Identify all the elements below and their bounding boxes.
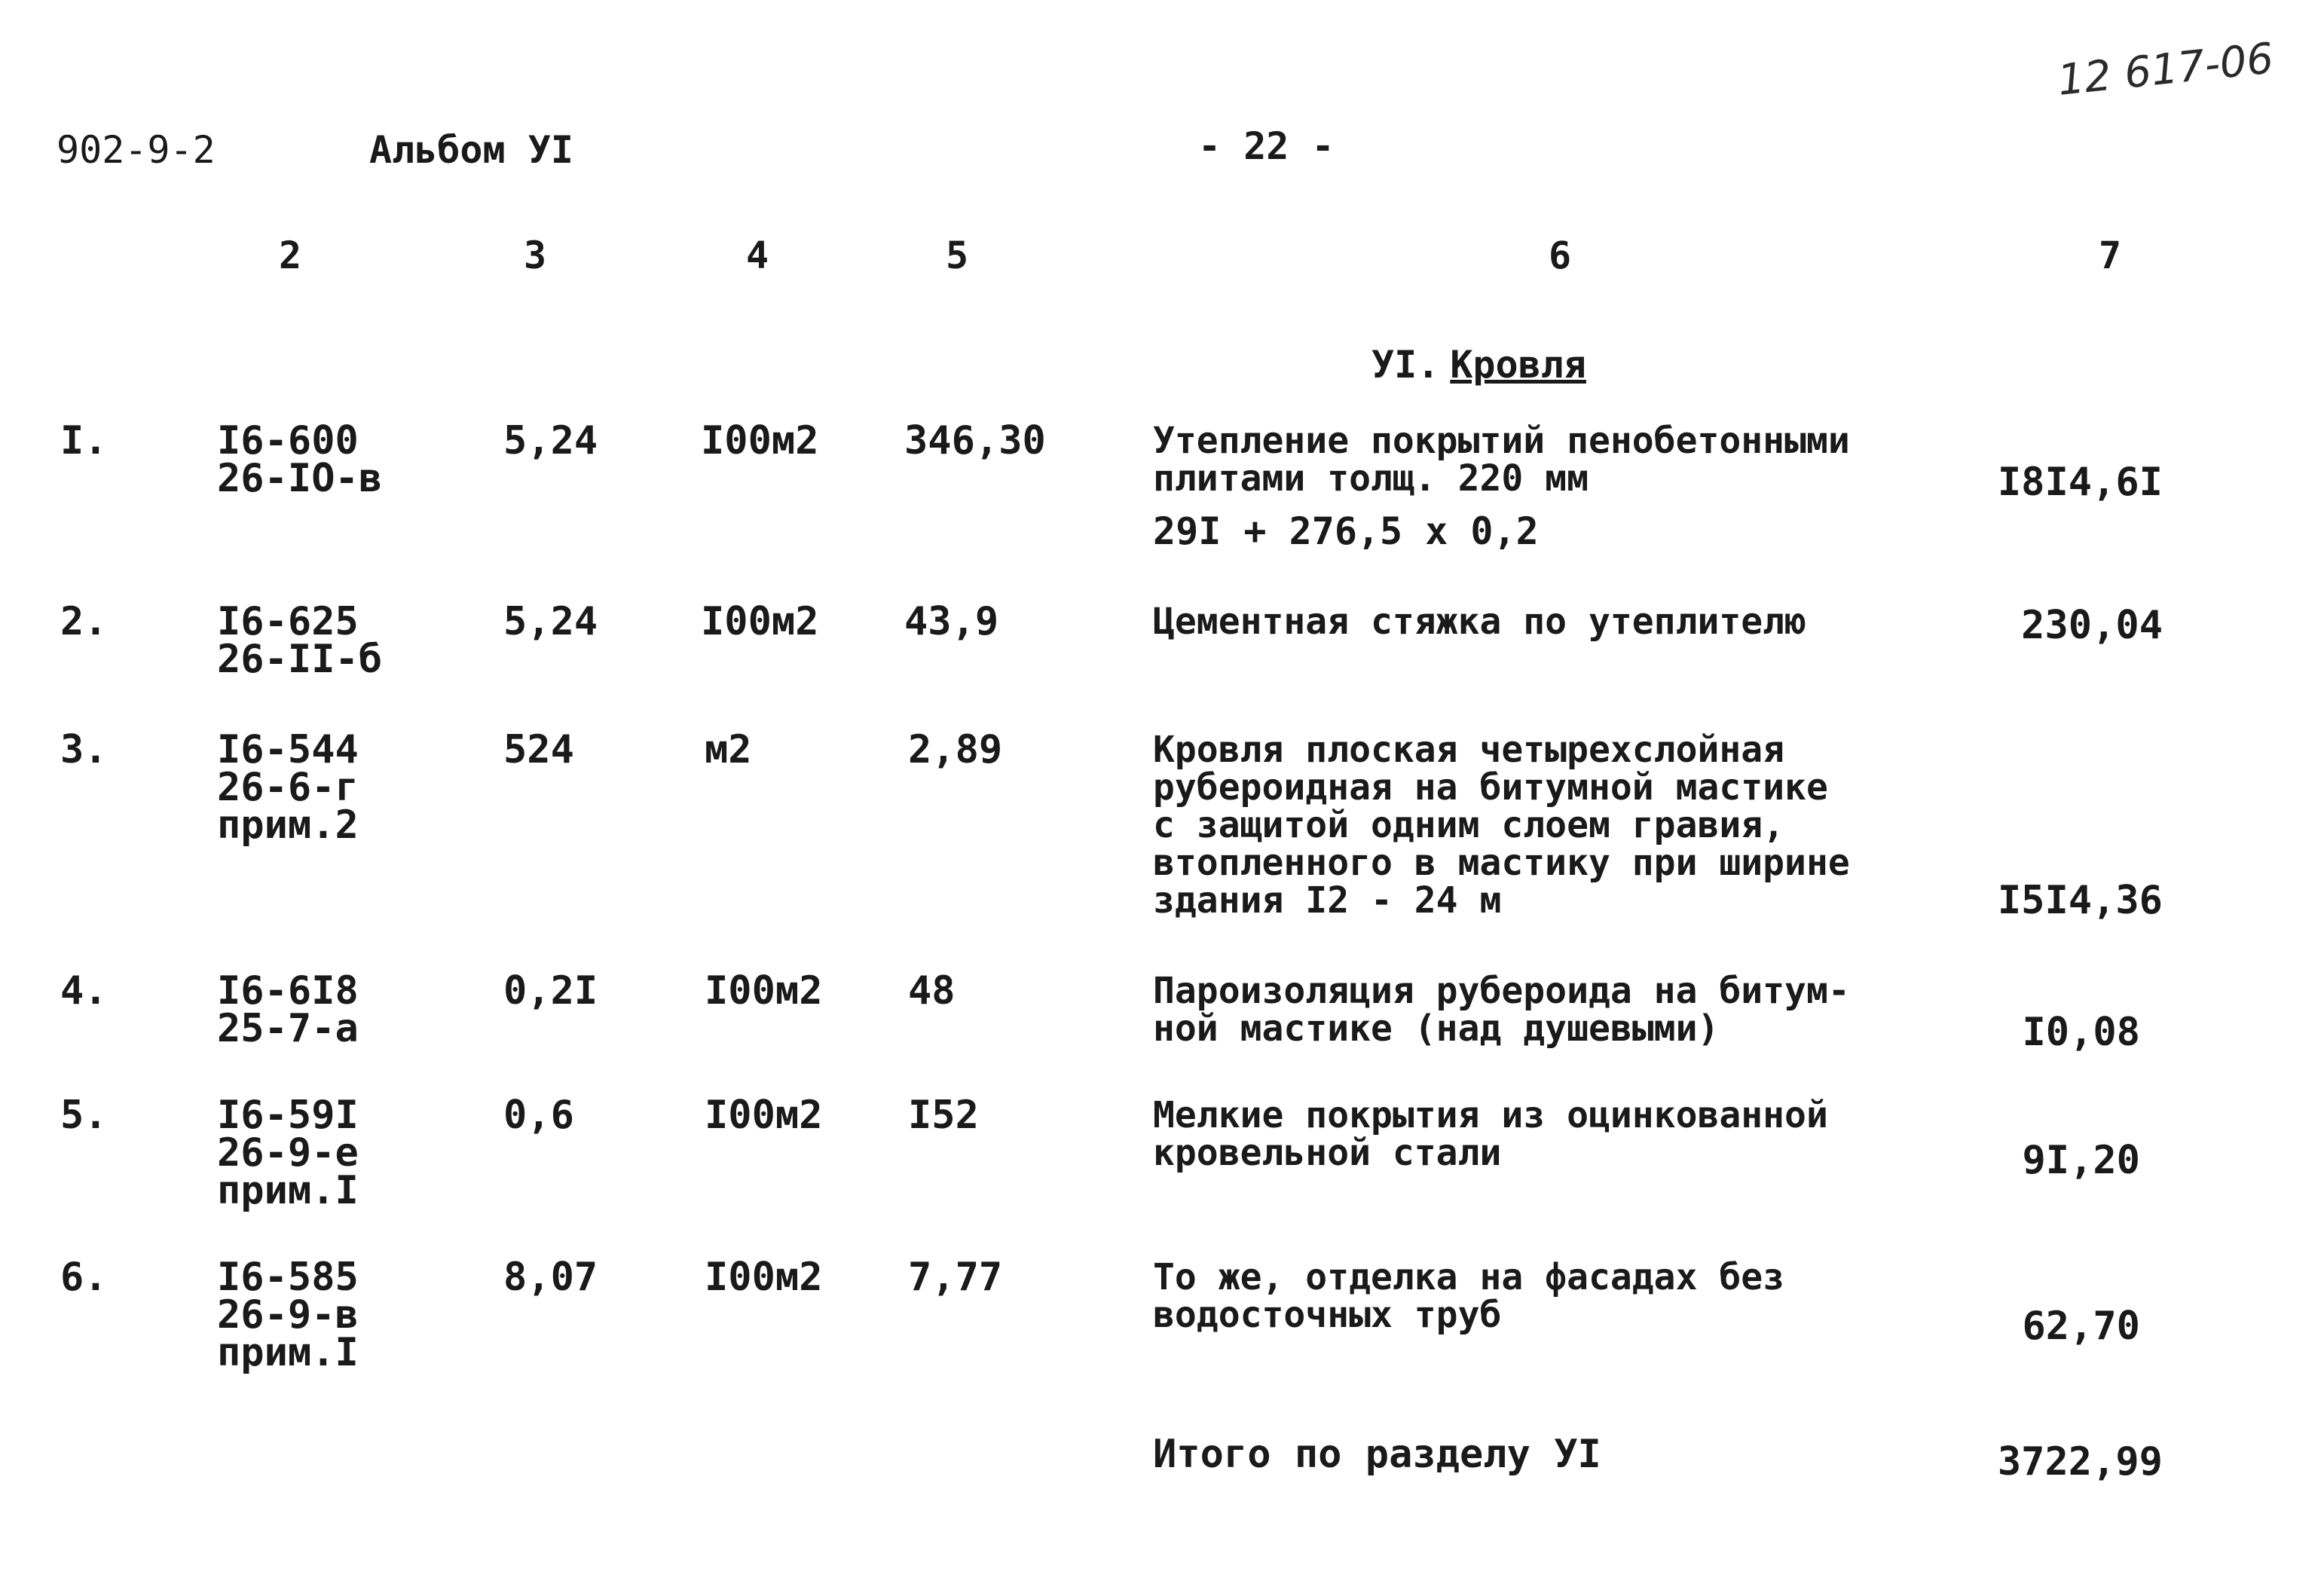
row-price: 346,30 — [904, 418, 1046, 463]
row-codes — [217, 599, 383, 682]
column-number: 5 — [945, 234, 969, 277]
column-number: 2 — [278, 234, 302, 277]
description-line: Цементная стяжка по утеплителю — [1153, 601, 1806, 643]
row-price: 48 — [908, 968, 956, 1014]
row-description — [1153, 1258, 1784, 1334]
row-code: 26-IO-в — [217, 456, 383, 501]
description-line: кровельной стали — [1153, 1132, 1502, 1174]
row-code: I6-625 — [217, 599, 359, 644]
row-price: I52 — [908, 1093, 979, 1138]
row-codes — [217, 1255, 359, 1375]
row-number: I. — [60, 418, 108, 463]
row-qty: 524 — [503, 727, 574, 772]
row-description — [1153, 420, 1850, 500]
row-formula: 29I + 276,5 x 0,2 — [1153, 509, 1539, 553]
row-number: 4. — [60, 968, 108, 1014]
section-title-text: Кровля — [1450, 343, 1586, 387]
section-title-prefix: УI. — [1371, 343, 1440, 387]
description-line: ной мастике (над душевыми) — [1153, 1007, 1720, 1050]
row-code: прим.I — [217, 1330, 359, 1375]
row-qty: 0,2I — [503, 968, 598, 1014]
row-unit: I00м2 — [701, 418, 819, 463]
row-total: 9I,20 — [2022, 1138, 2140, 1183]
row-description — [1153, 970, 1850, 1050]
row-number: 5. — [60, 1093, 108, 1138]
description-line: То же, отделка на фасадах без — [1153, 1256, 1785, 1298]
description-line: Кровля плоская четырехслойная — [1153, 729, 1785, 771]
row-unit: I00м2 — [705, 1255, 823, 1300]
row-price: 7,77 — [908, 1255, 1003, 1300]
row-code: I6-600 — [217, 418, 359, 463]
column-number: 4 — [745, 234, 769, 277]
doc-code: 902-9-2 — [57, 128, 216, 172]
row-code: I6-544 — [217, 727, 359, 772]
row-unit: м2 — [705, 727, 752, 772]
handwritten-number: 12 617-06 — [2055, 34, 2277, 105]
description-line: Пароизоляция рубероида на битум- — [1153, 970, 1850, 1012]
row-codes — [217, 418, 383, 501]
row-code: I6-59I — [217, 1093, 359, 1138]
row-unit: I00м2 — [705, 968, 823, 1014]
row-description — [1153, 729, 1850, 922]
row-code: 26-9-в — [217, 1292, 359, 1338]
description-line: рубероидная на битумной мастике — [1153, 766, 1828, 809]
row-unit: I00м2 — [705, 1093, 823, 1138]
row-number: 3. — [60, 727, 108, 772]
row-code: 25-7-а — [217, 1006, 359, 1051]
row-codes — [217, 1093, 359, 1213]
row-code: 26-6-г — [217, 765, 359, 810]
column-number: 7 — [2098, 234, 2122, 277]
row-total: 62,70 — [2022, 1304, 2140, 1349]
description-line: с защитой одним слоем гравия, — [1153, 804, 1785, 846]
page-number: - 22 - — [1198, 124, 1335, 168]
row-price: 2,89 — [908, 727, 1003, 772]
row-qty: 8,07 — [503, 1255, 598, 1300]
row-code: I6-6I8 — [217, 968, 359, 1014]
description-line: Мелкие покрытия из оцинкованной — [1153, 1094, 1828, 1136]
row-description — [1153, 603, 1806, 641]
summary-total: 3722,99 — [1997, 1439, 2163, 1484]
row-code: 26-II-б — [217, 637, 383, 682]
row-qty: 5,24 — [503, 418, 598, 463]
section-title — [1371, 343, 1586, 387]
row-codes — [217, 968, 359, 1051]
summary-label: Итого по разделу УI — [1153, 1432, 1601, 1477]
column-number: 6 — [1548, 234, 1572, 277]
album-label: Альбом УI — [369, 128, 573, 172]
row-price: 43,9 — [904, 599, 999, 644]
row-qty: 5,24 — [503, 599, 598, 644]
row-number: 6. — [60, 1255, 108, 1300]
row-total: I8I4,6I — [1997, 460, 2163, 505]
row-total: 230,04 — [2021, 603, 2163, 648]
description-line: втопленного в мастику при ширине — [1153, 842, 1850, 884]
description-line: Утепление покрытий пенобетонными — [1153, 420, 1850, 462]
row-qty: 0,6 — [503, 1093, 574, 1138]
row-total: I5I4,36 — [1997, 878, 2163, 923]
description-line: плитами толщ. 220 мм — [1153, 457, 1589, 500]
description-line: здания I2 - 24 м — [1153, 879, 1502, 922]
row-description — [1153, 1096, 1828, 1172]
row-number: 2. — [60, 599, 108, 644]
row-code: I6-585 — [217, 1255, 359, 1300]
column-number: 3 — [523, 234, 547, 277]
row-total: I0,08 — [2022, 1010, 2140, 1055]
row-code: 26-9-е — [217, 1130, 359, 1176]
row-code: прим.2 — [217, 803, 359, 848]
description-line: водосточных труб — [1153, 1294, 1502, 1336]
row-unit: I00м2 — [701, 599, 819, 644]
row-code: прим.I — [217, 1168, 359, 1213]
row-codes — [217, 727, 359, 848]
